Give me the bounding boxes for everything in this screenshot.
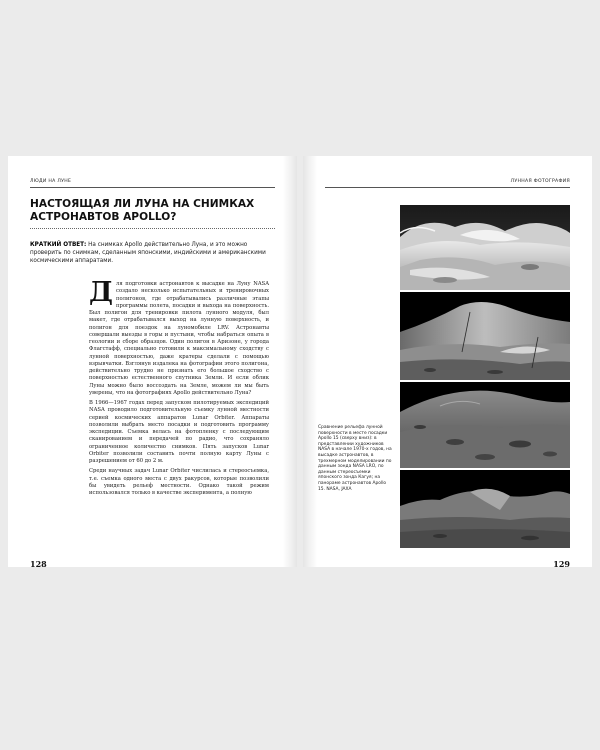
- body-paragraph-2: В 1966—1967 годах перед запуском пилотируемых экспедиций NASA проводило подготовительную съемку лунной местности серией космических аппаратов Lunar Orbiter. Аппараты позволили выбрать место посадки и подготовить программу экспедиции. Съемка велась на фотопленку с последующим сканированием и передачей по радио, что сохраняло ограниченное количество снимков. Пять запусков Lunar Orbiter позволили составить почти полную карту Луны с разрешением от 60 до 2 м.: [89, 400, 269, 464]
- body-paragraph-3: Среди научных задач Lunar Orbiter числилась и стереосъемка, т.е. съемка одного места с двух ракурсов, которые позволили бы увидеть рельеф местности. Однако такой режим использовался только в качестве эксперимента, а полную: [89, 468, 269, 496]
- body-paragraph-1: [89, 277, 269, 397]
- lunar-photo-astronaut-view: [400, 292, 570, 380]
- right-page: [303, 156, 592, 567]
- lunar-photo-panorama: [400, 470, 570, 548]
- article-title: НАСТОЯЩАЯ ЛИ ЛУНА НА СНИМКАХ АСТРОНАВТОВ APOLLO?: [30, 198, 255, 223]
- lunar-photo-artist-rendering: [400, 205, 570, 290]
- page-number-right: 129: [553, 559, 570, 569]
- paragraph-1-text: ля подготовки астронавтов к высадке на Луну NASA создало несколько испытательных и тренировочных полигонов, где отрабатывались различные этапы программы полета, посадки и выхода на поверхность. Был полигон для тренировки пилота лунного модуля, был макет, где отрабатывался выход на лунную поверхность, и полигон для поездок на луномобиле LRV. Астронавты совершали выезды в горы и пустыни, чтобы набраться опыта в геологии и сборе образцов. Один полигон в Аризоне, у города Флагстафф, специально готовили к максимальному сходству с лунной поверхностью, даже кратеры сделали с помощью взрывчатки. Взглянув издалека на фотографии этого полигона, действительно трудно не признать его большое сходство с поверхностью естественного спутника Земли. И если облик Луны можно было воссоздать на Земле, можем ли мы быть уверены, что на фотографиях Apollo действительно Луна?: [89, 281, 269, 396]
- header-rule: [30, 187, 275, 188]
- spine-shadow: [283, 156, 297, 567]
- photo-caption: Сравнение рельефа лунной поверхности в месте посадки Apollo 15 (сверху вниз): в представлении художников NASA в начале 1970-х годов, на высадке астронавтов, в трехмерном моделировании по данным зонда NASA LRO, по данным стереосъемки японского зонда Кагуя; на панораме астронавтов Apollo 15. NASA, JAXA: [318, 425, 392, 492]
- page-number-left: 128: [30, 559, 47, 569]
- running-head-left: ЛЮДИ НА ЛУНЕ: [30, 179, 72, 184]
- header-rule: [325, 187, 570, 188]
- running-head-right: ЛУННАЯ ФОТОГРАФИЯ: [510, 179, 570, 184]
- short-answer: [30, 242, 266, 266]
- title-dotted-rule: [30, 228, 275, 229]
- short-answer-label: КРАТКИЙ ОТВЕТ:: [30, 242, 87, 248]
- short-answer-text: На снимках Apollo действительно Луна, и это можно проверить по снимкам, сделанным японскими, индийскими и американскими космическими аппаратами.: [30, 242, 266, 264]
- spine-shadow: [303, 156, 317, 567]
- drop-cap: Д: [89, 277, 114, 308]
- left-page: [8, 156, 297, 567]
- body-text: [89, 277, 269, 500]
- lunar-photo-3d-model: [400, 382, 570, 468]
